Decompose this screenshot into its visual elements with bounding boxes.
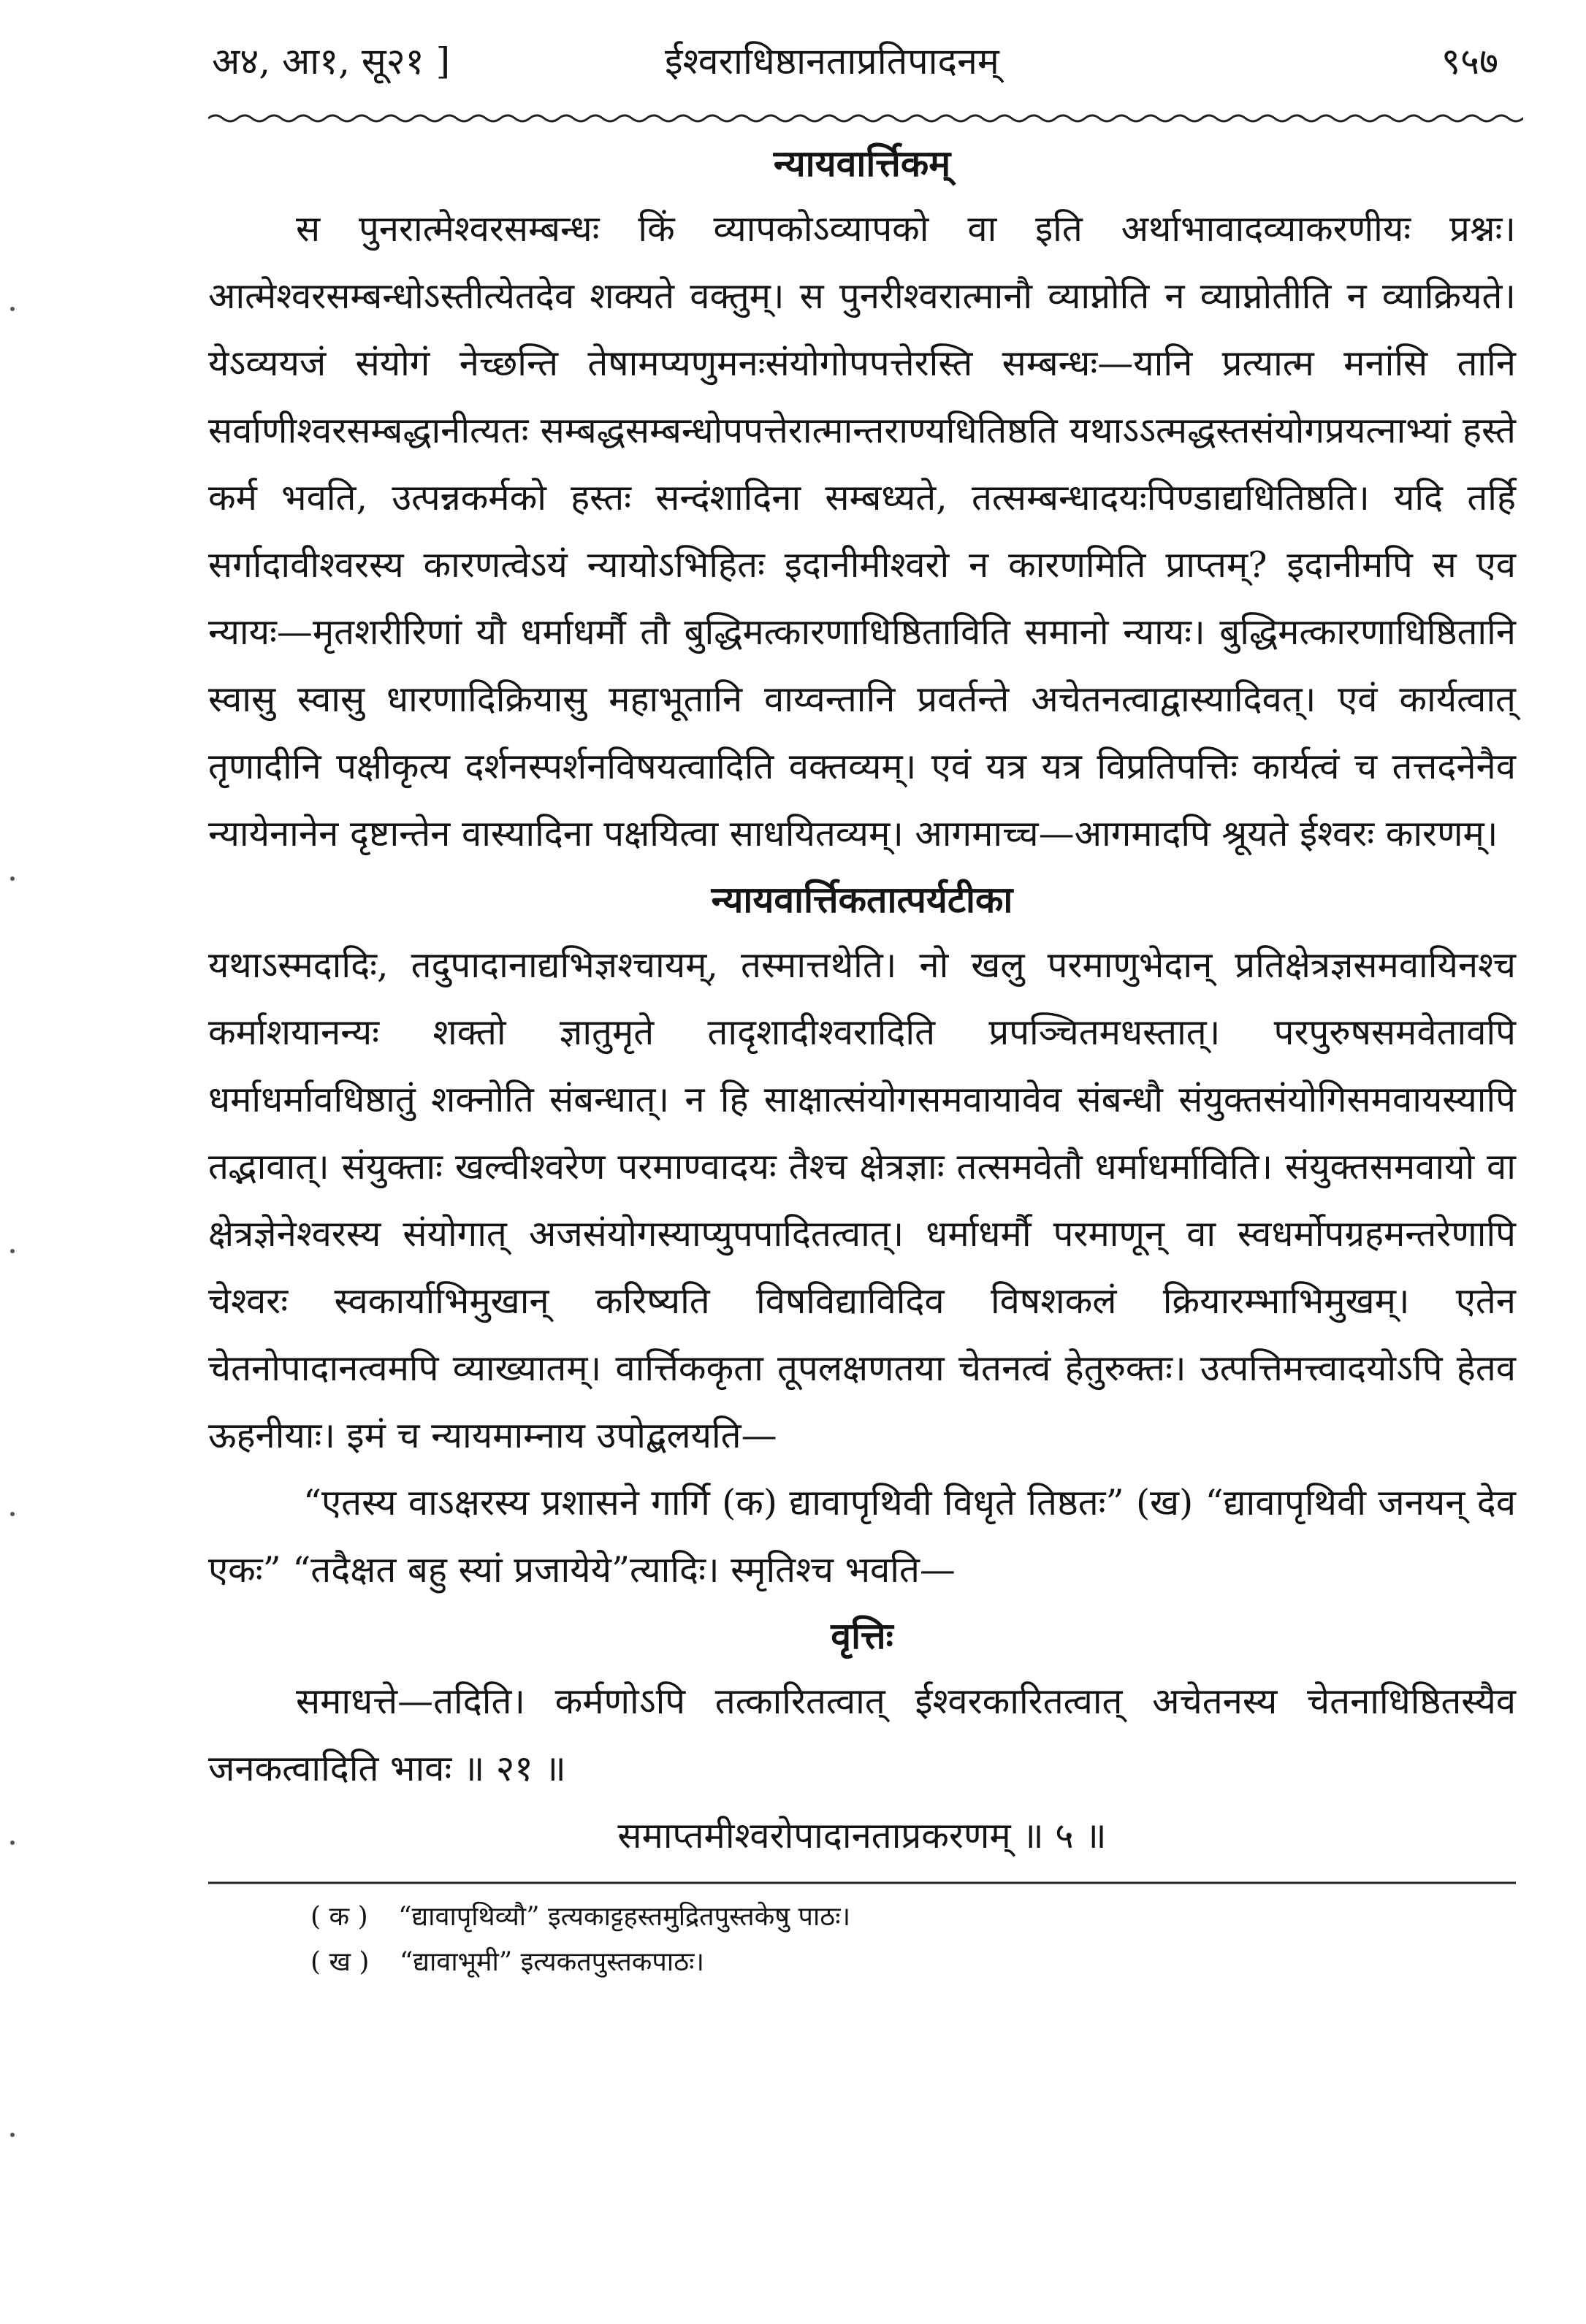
margin-speck [10,2133,15,2137]
tatparyatika-paragraph: यथाऽस्मदादिः, तदुपादानाद्यभिज्ञश्चायम्, तस्मात्तथेति। नो खलु परमाणुभेदान् प्रतिक्षेत्रज्ञसमवायिनश्च कर्माशयानन्यः शक्तो ज्ञातुमृते तादृशादीश्वरादिति प्रपञ्चितमधस्तात्। परपुरुषसमवेतावपि धर्माधर्मावधिष्ठातुं शक्नोति संबन्धात्। न हि साक्षात्संयोगसमवायावेव संबन्धौ संयुक्तसंयोगिसमवायस्यापि तद्भावात्। संयुक्ताः खल्वीश्वरेण परमाण्वादयः तैश्च क्षेत्रज्ञाः तत्समवेतौ धर्माधर्माविति। संयुक्तसमवायो वा क्षेत्रज्ञेनेश्वरस्य संयोगात् अजसंयोगस्याप्युपपादितत्वात्। धर्माधर्मौ परमाणून् वा स्वधर्मोपग्रहमन्तरेणापि चेश्वरः स्वकार्याभिमुखान् करिष्यति विषविद्याविदिव विषशकलं क्रियारम्भाभिमुखम्। एतेन चेतनोपादानत्वमपि व्याख्यातम्। वार्त्तिककृता तूपलक्षणतया चेतनत्वं हेतुरुक्तः। उत्पत्तिमत्त्वादयोऽपि हेतव ऊहनीयाः। इमं च न्यायमाम्नाय उपोद्बलयति— [208,944,1516,1456]
margin-speck [10,1512,15,1516]
scriptural-quotation: “एतस्य वाऽक्षरस्य प्रशासने गार्गि (क) द्यावापृथिवी विधृते तिष्ठतः” (ख) “द्यावापृथिवी जनयन् देव एकः” “तदैक्षत बहु स्यां प्रजायेये”त्यादिः। स्मृतिश्च भवति— [208,1482,1516,1591]
header-chapter-reference: अ४, आ१, सू२१ ] [212,40,451,83]
footnote-text: “द्यावापृथिव्यौ” इत्यकाट्टहस्तमुद्रितपुस्तकेषु पाठः। [398,1902,851,1932]
header-title: ईश्वराधिष्ठानताप्रतिपादनम् [665,40,999,83]
footnote-mark: ( ख ) [310,1947,370,1977]
nyayavarttika-paragraph: स पुनरात्मेश्वरसम्बन्धः किं व्यापकोऽव्यापको वा इति अर्थाभावादव्याकरणीयः प्रश्नः। आत्मेश्वरसम्बन्धोऽस्तीत्येतदेव शक्यते वक्तुम्। स पुनरीश्वरात्मानौ व्याप्नोति न व्याप्नोतीति न व्याक्रियते। येऽव्ययजं संयोगं नेच्छन्ति तेषामप्यणुमनःसंयोगोपपत्तेरस्ति सम्बन्धः—यानि प्रत्यात्म मनांसि तानि सर्वाणीश्वरसम्बद्धानीत्यतः सम्बद्धसम्बन्धोपपत्तेरात्मान्तराण्यधितिष्ठति यथाऽऽत्मद्धस्तसंयोगप्रयत्नाभ्यां हस्ते कर्म भवति, उत्पन्नकर्मको हस्तः सन्दंशादिना सम्बध्यते, तत्सम्बन्धादयःपिण्डाद्यधितिष्ठति। यदि तर्हि सर्गादावीश्वरस्य कारणत्वेऽयं न्यायोऽभिहितः इदानीमीश्वरो न कारणमिति प्राप्तम्? इदानीमपि स एव न्यायः—मृतशरीरिणां यौ धर्माधर्मौ तौ बुद्धिमत्कारणाधिष्ठिताविति समानो न्यायः। बुद्धिमत्कारणाधिष्ठितानि स्वासु स्वासु धारणादिक्रियासु महाभूतानि वाय्वन्तानि प्रवर्तन्ते अचेतनत्वाद्वास्यादिवत्। एवं कार्यत्वात् तृणादीनि पक्षीकृत्य दर्शनस्पर्शनविषयत्वादिति वक्तव्यम्। एवं यत्र यत्र विप्रतिपत्तिः कार्यत्वं च तत्तदनेनैव न्यायेनानेन दृष्टान्तेन वास्यादिना पक्षयित्वा साधयितव्यम्। आगमाच्च—आगमादपि श्रूयते ईश्वरः कारणम्। [208,208,1516,855]
footnote-separator-rule [208,1870,1516,1892]
margin-speck [10,307,15,311]
section-title-vritti: वृत्तिः [831,1614,893,1657]
section-title-tatparyatika: न्यायवार्त्तिकतात्पर्यटीका [711,878,1013,921]
vritti-paragraph: समाधत्ते—तदिति। कर्मणोऽपि तत्कारितत्वात् ईश्वरकारितत्वात् अचेतनस्य चेतनाधिष्ठितस्यैव जनकत्वादिति भावः ॥ २१ ॥ [208,1681,1516,1789]
main-content [208,131,1516,1985]
margin-speck [10,1841,15,1845]
footnote [310,1940,1516,1985]
wavy-header-rule [208,111,1523,126]
section-title-nyayavarttika: न्यायवार्त्तिकम् [773,142,951,185]
margin-speck [10,876,15,881]
footnote-text: “द्यावाभूमी” इत्यकतपुस्तकपाठः। [399,1947,705,1977]
footnote-mark: ( क ) [310,1902,368,1932]
footnote [310,1895,1516,1940]
footnotes [208,1895,1516,1985]
margin-speck [10,1249,15,1253]
running-header [212,35,1498,115]
prakarana-closing-line: समाप्तमीश्वरोपादानताप्रकरणम् ॥ ५ ॥ [617,1815,1107,1857]
page-number: ९५७ [1441,40,1498,83]
